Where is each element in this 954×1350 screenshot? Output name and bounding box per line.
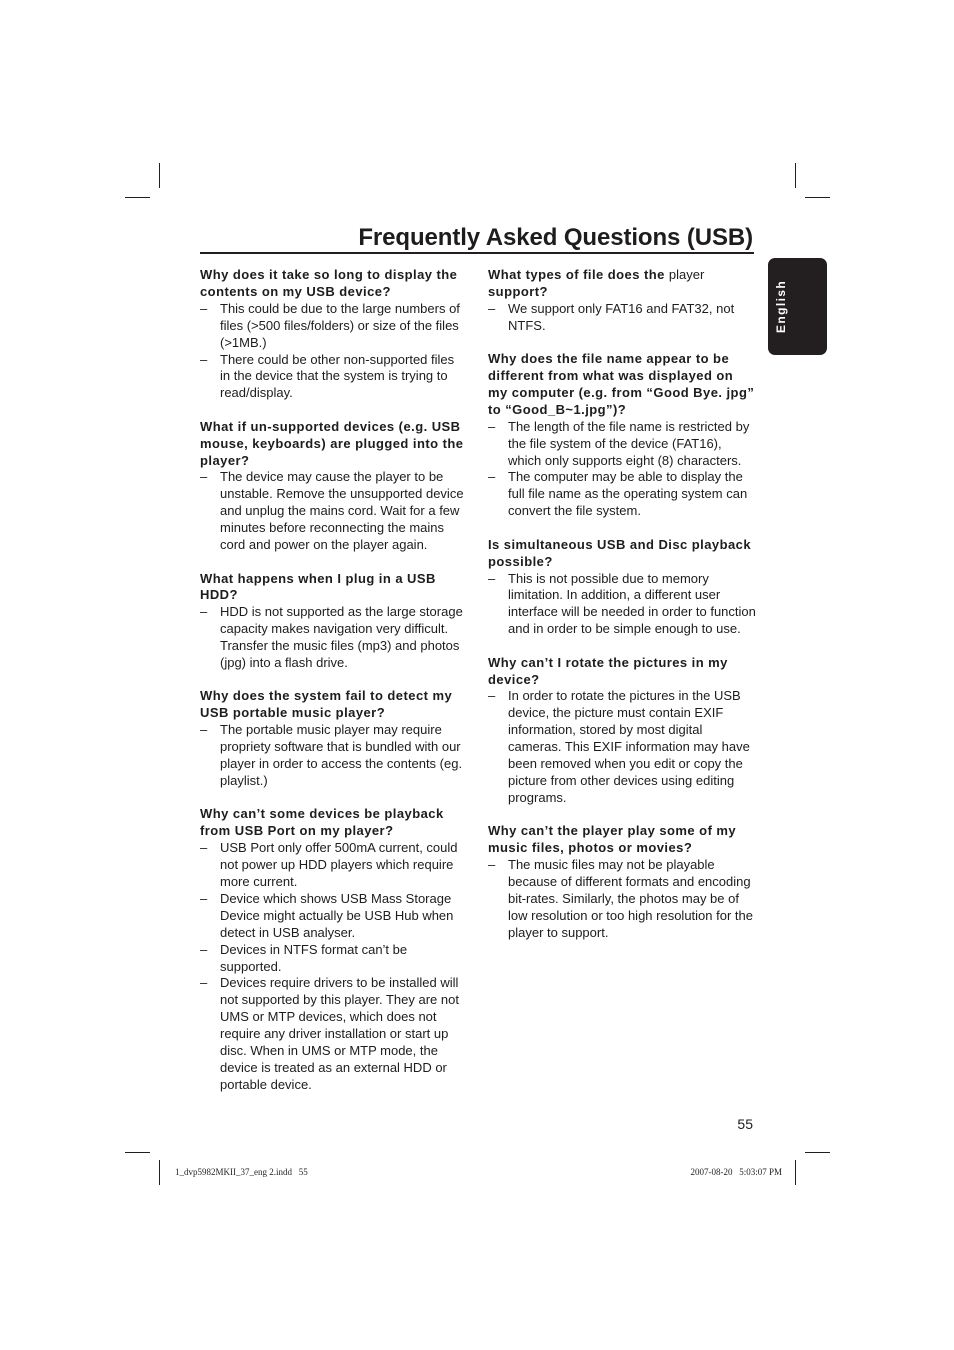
page-title: Frequently Asked Questions (USB): [358, 224, 753, 251]
faq-question: Is simultaneous USB and Disc playback possible?: [488, 536, 752, 569]
faq-answer-list: [200, 604, 466, 672]
faq-answer-list: [488, 571, 756, 639]
faq-answer: – We support only FAT16 and FAT32, not NTFS.: [488, 301, 756, 335]
faq-column-right: [488, 267, 756, 958]
footer-timestamp: 2007-08-20 5:03:07 PM: [690, 1167, 782, 1177]
faq-item: [200, 419, 466, 554]
faq-answer: – Devices require drivers to be installed will not supported by this player. They are not UMS or MTP devices, which does not require any driver installation or start up disc. When in UMS or MTP mode, the device is treated as an external HDD or portable device.: [200, 975, 466, 1093]
faq-answer: – This could be due to the large numbers of files (>500 files/folders) or size of the files (>1MB.): [200, 301, 466, 352]
crop-mark: [795, 163, 796, 188]
faq-question: [488, 267, 756, 301]
crop-mark: [805, 1152, 830, 1153]
title-underline: [200, 252, 754, 254]
footer-file-name: 1_dvp5982MKII_37_eng 2.indd 55: [175, 1167, 308, 1177]
crop-mark: [795, 1160, 796, 1185]
faq-answer-list: [200, 722, 466, 790]
crop-mark: [125, 197, 150, 198]
faq-question: Why can’t some devices be playback from USB Port on my player?: [200, 806, 444, 839]
faq-question-segment: What types of file does the: [488, 267, 669, 282]
faq-answer: – The device may cause the player to be unstable. Remove the unsupported device and unplug the mains cord. Wait for a few minutes before reconnecting the mains cord and power on the player again.: [200, 469, 466, 554]
faq-answer-list: [488, 419, 756, 520]
faq-item: [200, 267, 466, 402]
crop-mark: [125, 1152, 150, 1153]
faq-answer: – This is not possible due to memory limitation. In addition, a different user interface will be needed in order to function and in order to be simple enough to use.: [488, 571, 756, 639]
page-number: 55: [737, 1116, 753, 1132]
faq-item: [200, 571, 466, 672]
faq-answer-list: [200, 301, 466, 402]
faq-item: [488, 267, 756, 335]
faq-answer: – There could be other non-supported files in the device that the system is trying to read/display.: [200, 352, 466, 403]
faq-item: [488, 537, 756, 638]
crop-mark: [159, 1160, 160, 1185]
faq-item: [200, 806, 466, 1093]
faq-item: [488, 351, 756, 520]
faq-answer: – The portable music player may require propriety software that is bundled with our player in order to access the contents (eg. playlist.): [200, 722, 466, 790]
faq-answer: – The length of the file name is restricted by the file system of the device (FAT16), which only supports eight (8) characters.: [488, 419, 756, 470]
faq-answer: – Devices in NTFS format can’t be supported.: [200, 942, 466, 976]
faq-question: Why does the system fail to detect my USB portable music player?: [200, 688, 453, 721]
faq-answer: – The computer may be able to display the full file name as the operating system can convert the file system.: [488, 469, 756, 520]
faq-answer: – The music files may not be playable because of different formats and encoding bit-rates. Similarly, the photos may be of low resolution or too high resolution for the player to support.: [488, 857, 756, 942]
faq-question: What if un-supported devices (e.g. USB mouse, keyboards) are plugged into the player?: [200, 418, 464, 468]
faq-answer-list: [200, 469, 466, 554]
faq-answer: – HDD is not supported as the large storage capacity makes navigation very difficult. Transfer the music files (mp3) and photos (jpg) into a flash drive.: [200, 604, 466, 672]
faq-item: [200, 688, 466, 789]
faq-column-left: [200, 267, 466, 1110]
faq-question: What happens when I plug in a USB HDD?: [200, 570, 436, 603]
faq-question: Why does the file name appear to be different from what was displayed on my computer (e.g. from “Good Bye. jpg” to “Good_B~1.jpg”)?: [488, 351, 755, 417]
faq-answer: – USB Port only offer 500mA current, could not power up HDD players which require more current.: [200, 840, 466, 891]
faq-answer-list: [488, 688, 756, 806]
faq-item: [488, 823, 756, 941]
faq-question-segment: support?: [488, 283, 548, 299]
crop-mark: [159, 163, 160, 188]
faq-answer: – Device which shows USB Mass Storage Device might actually be USB Hub when detect in USB analyser.: [200, 891, 466, 942]
faq-answer-list: [488, 857, 756, 942]
language-tab-label: English: [774, 279, 788, 334]
language-tab: [768, 258, 827, 355]
faq-question: Why can’t the player play some of my music files, photos or movies?: [488, 823, 737, 856]
faq-item: [488, 655, 756, 807]
faq-answer: – In order to rotate the pictures in the USB device, the picture must contain EXIF information, stored by most digital cameras. This EXIF information may have been removed when you edit or copy the picture from other devices using editing programs.: [488, 688, 756, 806]
faq-answer-list: [488, 301, 756, 335]
faq-question: Why can’t I rotate the pictures in my device?: [488, 654, 728, 687]
faq-question: Why does it take so long to display the contents on my USB device?: [200, 267, 458, 299]
crop-mark: [805, 197, 830, 198]
faq-question-segment: player: [668, 267, 705, 282]
faq-answer-list: [200, 840, 466, 1094]
